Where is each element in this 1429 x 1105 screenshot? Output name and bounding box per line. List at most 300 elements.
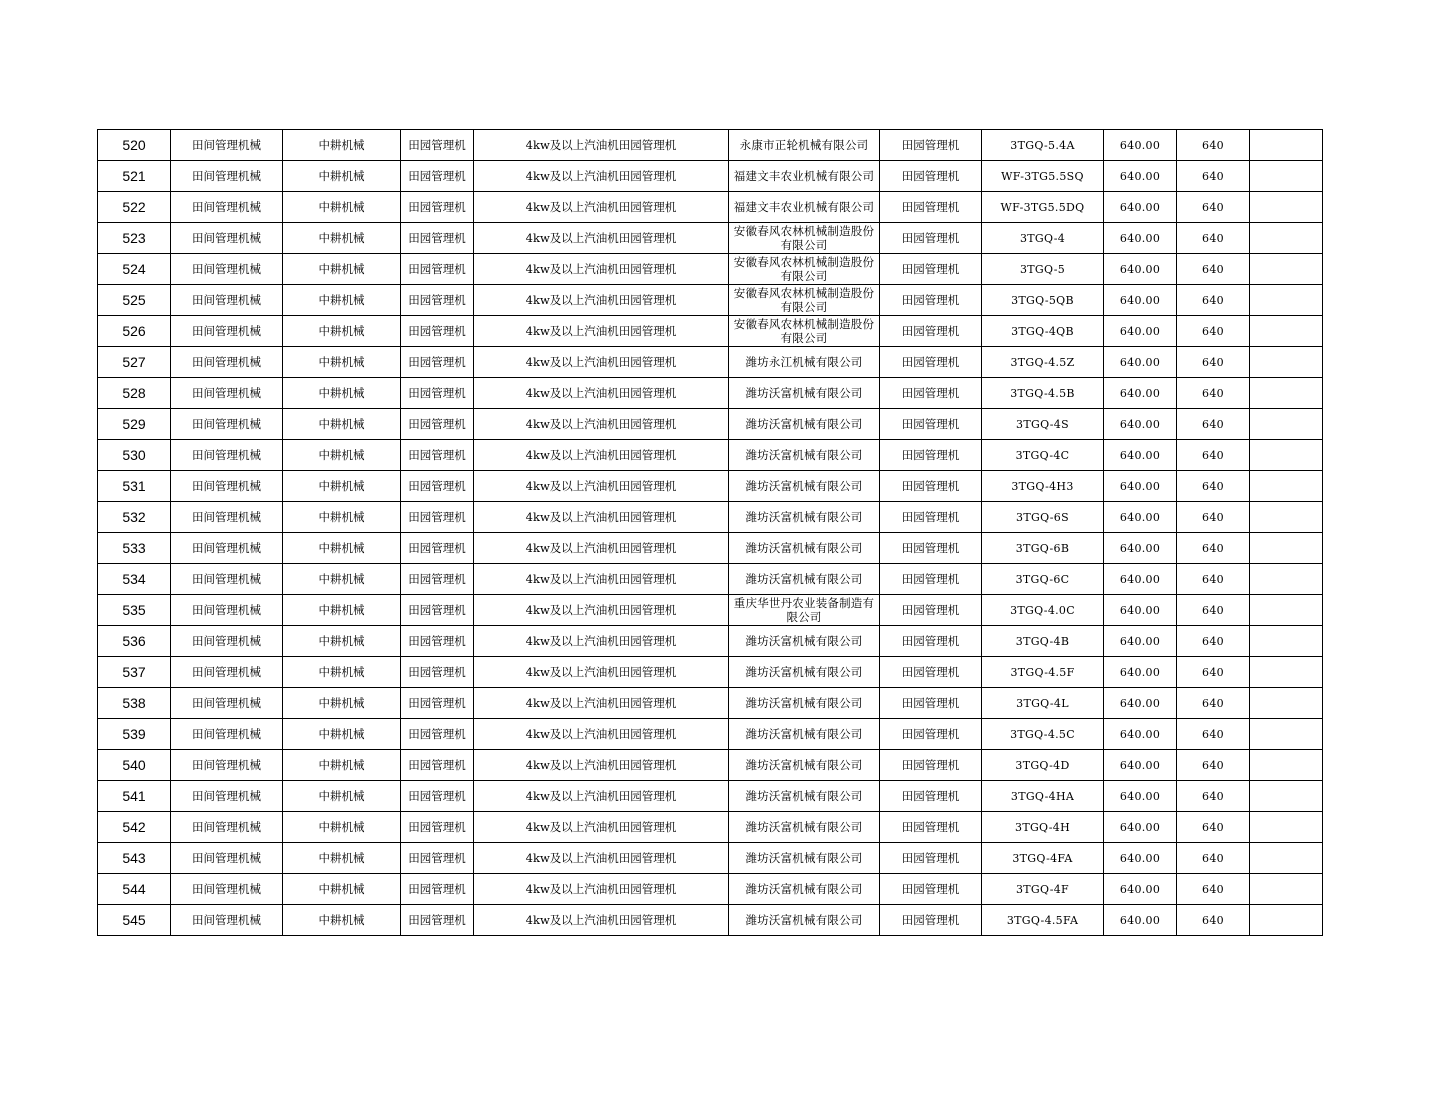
category-cell: 田间管理机械 xyxy=(171,812,283,843)
subsidy-cell: 640.00 xyxy=(1104,316,1177,347)
subcategory-cell: 中耕机械 xyxy=(283,657,401,688)
subcategory-cell: 中耕机械 xyxy=(283,254,401,285)
manufacturer-cell: 福建文丰农业机械有限公司 xyxy=(729,192,880,223)
table-row xyxy=(98,254,1323,285)
subcategory-cell: 中耕机械 xyxy=(283,843,401,874)
amount-cell: 640 xyxy=(1177,223,1250,254)
note-cell xyxy=(1250,440,1323,471)
model-cell: 3TGQ-4.5B xyxy=(982,378,1104,409)
model-cell: 3TGQ-5 xyxy=(982,254,1104,285)
item-cell: 田园管理机 xyxy=(401,378,474,409)
subsidy-cell: 640.00 xyxy=(1104,688,1177,719)
product-name-cell: 田园管理机 xyxy=(880,254,982,285)
amount-cell: 640 xyxy=(1177,843,1250,874)
item-cell: 田园管理机 xyxy=(401,316,474,347)
product-name-cell: 田园管理机 xyxy=(880,874,982,905)
manufacturer-cell: 潍坊沃富机械有限公司 xyxy=(729,874,880,905)
note-cell xyxy=(1250,905,1323,936)
grade-cell: 4kw及以上汽油机田园管理机 xyxy=(474,316,729,347)
manufacturer-cell: 安徽春风农林机械制造股份有限公司 xyxy=(729,316,880,347)
manufacturer-cell: 潍坊沃富机械有限公司 xyxy=(729,688,880,719)
note-cell xyxy=(1250,192,1323,223)
grade-cell: 4kw及以上汽油机田园管理机 xyxy=(474,223,729,254)
subcategory-cell: 中耕机械 xyxy=(283,192,401,223)
note-cell xyxy=(1250,719,1323,750)
grade-cell: 4kw及以上汽油机田园管理机 xyxy=(474,161,729,192)
category-cell: 田间管理机械 xyxy=(171,905,283,936)
table-row xyxy=(98,378,1323,409)
subcategory-cell: 中耕机械 xyxy=(283,812,401,843)
subsidy-cell: 640.00 xyxy=(1104,347,1177,378)
amount-cell: 640 xyxy=(1177,440,1250,471)
grade-cell: 4kw及以上汽油机田园管理机 xyxy=(474,812,729,843)
row-number-cell: 538 xyxy=(98,688,171,719)
subsidy-cell: 640.00 xyxy=(1104,254,1177,285)
subsidy-cell: 640.00 xyxy=(1104,192,1177,223)
product-name-cell: 田园管理机 xyxy=(880,316,982,347)
table-row xyxy=(98,471,1323,502)
amount-cell: 640 xyxy=(1177,812,1250,843)
row-number-cell: 534 xyxy=(98,564,171,595)
table-row xyxy=(98,130,1323,161)
model-cell: 3TGQ-4H xyxy=(982,812,1104,843)
subcategory-cell: 中耕机械 xyxy=(283,781,401,812)
note-cell xyxy=(1250,471,1323,502)
table-row xyxy=(98,750,1323,781)
product-name-cell: 田园管理机 xyxy=(880,564,982,595)
item-cell: 田园管理机 xyxy=(401,719,474,750)
category-cell: 田间管理机械 xyxy=(171,874,283,905)
category-cell: 田间管理机械 xyxy=(171,502,283,533)
amount-cell: 640 xyxy=(1177,130,1250,161)
note-cell xyxy=(1250,750,1323,781)
row-number-cell: 539 xyxy=(98,719,171,750)
grade-cell: 4kw及以上汽油机田园管理机 xyxy=(474,471,729,502)
row-number-cell: 537 xyxy=(98,657,171,688)
manufacturer-cell: 潍坊沃富机械有限公司 xyxy=(729,409,880,440)
item-cell: 田园管理机 xyxy=(401,161,474,192)
manufacturer-cell: 安徽春风农林机械制造股份有限公司 xyxy=(729,285,880,316)
manufacturer-cell: 安徽春风农林机械制造股份有限公司 xyxy=(729,223,880,254)
item-cell: 田园管理机 xyxy=(401,688,474,719)
category-cell: 田间管理机械 xyxy=(171,378,283,409)
category-cell: 田间管理机械 xyxy=(171,781,283,812)
note-cell xyxy=(1250,223,1323,254)
item-cell: 田园管理机 xyxy=(401,223,474,254)
subcategory-cell: 中耕机械 xyxy=(283,750,401,781)
grade-cell: 4kw及以上汽油机田园管理机 xyxy=(474,130,729,161)
item-cell: 田园管理机 xyxy=(401,409,474,440)
subcategory-cell: 中耕机械 xyxy=(283,874,401,905)
row-number-cell: 525 xyxy=(98,285,171,316)
item-cell: 田园管理机 xyxy=(401,595,474,626)
model-cell: 3TGQ-4D xyxy=(982,750,1104,781)
category-cell: 田间管理机械 xyxy=(171,285,283,316)
category-cell: 田间管理机械 xyxy=(171,316,283,347)
table-row xyxy=(98,657,1323,688)
amount-cell: 640 xyxy=(1177,750,1250,781)
grade-cell: 4kw及以上汽油机田园管理机 xyxy=(474,564,729,595)
subsidy-cell: 640.00 xyxy=(1104,626,1177,657)
model-cell: 3TGQ-6B xyxy=(982,533,1104,564)
model-cell: 3TGQ-4.0C xyxy=(982,595,1104,626)
grade-cell: 4kw及以上汽油机田园管理机 xyxy=(474,254,729,285)
category-cell: 田间管理机械 xyxy=(171,595,283,626)
grade-cell: 4kw及以上汽油机田园管理机 xyxy=(474,347,729,378)
grade-cell: 4kw及以上汽油机田园管理机 xyxy=(474,440,729,471)
product-name-cell: 田园管理机 xyxy=(880,192,982,223)
item-cell: 田园管理机 xyxy=(401,285,474,316)
model-cell: 3TGQ-5QB xyxy=(982,285,1104,316)
product-name-cell: 田园管理机 xyxy=(880,595,982,626)
product-name-cell: 田园管理机 xyxy=(880,440,982,471)
grade-cell: 4kw及以上汽油机田园管理机 xyxy=(474,750,729,781)
item-cell: 田园管理机 xyxy=(401,626,474,657)
note-cell xyxy=(1250,564,1323,595)
subsidy-cell: 640.00 xyxy=(1104,409,1177,440)
manufacturer-cell: 重庆华世丹农业装备制造有限公司 xyxy=(729,595,880,626)
grade-cell: 4kw及以上汽油机田园管理机 xyxy=(474,719,729,750)
subsidy-cell: 640.00 xyxy=(1104,533,1177,564)
row-number-cell: 535 xyxy=(98,595,171,626)
product-name-cell: 田园管理机 xyxy=(880,502,982,533)
model-cell: 3TGQ-4HA xyxy=(982,781,1104,812)
note-cell xyxy=(1250,781,1323,812)
manufacturer-cell: 潍坊沃富机械有限公司 xyxy=(729,812,880,843)
note-cell xyxy=(1250,626,1323,657)
grade-cell: 4kw及以上汽油机田园管理机 xyxy=(474,595,729,626)
amount-cell: 640 xyxy=(1177,378,1250,409)
manufacturer-cell: 安徽春风农林机械制造股份有限公司 xyxy=(729,254,880,285)
manufacturer-cell: 潍坊沃富机械有限公司 xyxy=(729,533,880,564)
product-name-cell: 田园管理机 xyxy=(880,409,982,440)
model-cell: 3TGQ-4FA xyxy=(982,843,1104,874)
manufacturer-cell: 潍坊沃富机械有限公司 xyxy=(729,781,880,812)
model-cell: 3TGQ-4H3 xyxy=(982,471,1104,502)
category-cell: 田间管理机械 xyxy=(171,440,283,471)
manufacturer-cell: 潍坊永江机械有限公司 xyxy=(729,347,880,378)
model-cell: 3TGQ-4F xyxy=(982,874,1104,905)
grade-cell: 4kw及以上汽油机田园管理机 xyxy=(474,781,729,812)
row-number-cell: 536 xyxy=(98,626,171,657)
subcategory-cell: 中耕机械 xyxy=(283,502,401,533)
grade-cell: 4kw及以上汽油机田园管理机 xyxy=(474,905,729,936)
product-name-cell: 田园管理机 xyxy=(880,626,982,657)
model-cell: WF-3TG5.5SQ xyxy=(982,161,1104,192)
manufacturer-cell: 潍坊沃富机械有限公司 xyxy=(729,905,880,936)
subcategory-cell: 中耕机械 xyxy=(283,905,401,936)
subsidy-cell: 640.00 xyxy=(1104,502,1177,533)
manufacturer-cell: 潍坊沃富机械有限公司 xyxy=(729,502,880,533)
amount-cell: 640 xyxy=(1177,564,1250,595)
category-cell: 田间管理机械 xyxy=(171,657,283,688)
item-cell: 田园管理机 xyxy=(401,130,474,161)
subcategory-cell: 中耕机械 xyxy=(283,378,401,409)
subcategory-cell: 中耕机械 xyxy=(283,161,401,192)
model-cell: 3TGQ-4L xyxy=(982,688,1104,719)
product-name-cell: 田园管理机 xyxy=(880,378,982,409)
grade-cell: 4kw及以上汽油机田园管理机 xyxy=(474,843,729,874)
subcategory-cell: 中耕机械 xyxy=(283,564,401,595)
model-cell: WF-3TG5.5DQ xyxy=(982,192,1104,223)
model-cell: 3TGQ-4.5C xyxy=(982,719,1104,750)
subcategory-cell: 中耕机械 xyxy=(283,316,401,347)
note-cell xyxy=(1250,316,1323,347)
note-cell xyxy=(1250,843,1323,874)
subsidy-cell: 640.00 xyxy=(1104,471,1177,502)
grade-cell: 4kw及以上汽油机田园管理机 xyxy=(474,192,729,223)
row-number-cell: 528 xyxy=(98,378,171,409)
table-row xyxy=(98,409,1323,440)
note-cell xyxy=(1250,688,1323,719)
model-cell: 3TGQ-4.5FA xyxy=(982,905,1104,936)
note-cell xyxy=(1250,409,1323,440)
item-cell: 田园管理机 xyxy=(401,843,474,874)
product-name-cell: 田园管理机 xyxy=(880,130,982,161)
category-cell: 田间管理机械 xyxy=(171,254,283,285)
category-cell: 田间管理机械 xyxy=(171,533,283,564)
row-number-cell: 520 xyxy=(98,130,171,161)
row-number-cell: 541 xyxy=(98,781,171,812)
table-body xyxy=(98,130,1323,936)
product-name-cell: 田园管理机 xyxy=(880,905,982,936)
note-cell xyxy=(1250,657,1323,688)
table-row xyxy=(98,223,1323,254)
grade-cell: 4kw及以上汽油机田园管理机 xyxy=(474,378,729,409)
amount-cell: 640 xyxy=(1177,874,1250,905)
table-row xyxy=(98,812,1323,843)
subsidy-cell: 640.00 xyxy=(1104,874,1177,905)
product-name-cell: 田园管理机 xyxy=(880,285,982,316)
subcategory-cell: 中耕机械 xyxy=(283,285,401,316)
note-cell xyxy=(1250,378,1323,409)
amount-cell: 640 xyxy=(1177,161,1250,192)
amount-cell: 640 xyxy=(1177,719,1250,750)
model-cell: 3TGQ-4B xyxy=(982,626,1104,657)
row-number-cell: 526 xyxy=(98,316,171,347)
item-cell: 田园管理机 xyxy=(401,874,474,905)
table-row xyxy=(98,688,1323,719)
item-cell: 田园管理机 xyxy=(401,781,474,812)
table-row xyxy=(98,533,1323,564)
subcategory-cell: 中耕机械 xyxy=(283,595,401,626)
amount-cell: 640 xyxy=(1177,316,1250,347)
manufacturer-cell: 潍坊沃富机械有限公司 xyxy=(729,719,880,750)
item-cell: 田园管理机 xyxy=(401,812,474,843)
table-row xyxy=(98,192,1323,223)
subsidy-cell: 640.00 xyxy=(1104,285,1177,316)
category-cell: 田间管理机械 xyxy=(171,471,283,502)
table-row xyxy=(98,719,1323,750)
subcategory-cell: 中耕机械 xyxy=(283,223,401,254)
amount-cell: 640 xyxy=(1177,688,1250,719)
category-cell: 田间管理机械 xyxy=(171,192,283,223)
manufacturer-cell: 永康市正轮机械有限公司 xyxy=(729,130,880,161)
product-name-cell: 田园管理机 xyxy=(880,223,982,254)
subcategory-cell: 中耕机械 xyxy=(283,626,401,657)
subsidy-cell: 640.00 xyxy=(1104,564,1177,595)
row-number-cell: 527 xyxy=(98,347,171,378)
item-cell: 田园管理机 xyxy=(401,657,474,688)
category-cell: 田间管理机械 xyxy=(171,161,283,192)
product-name-cell: 田园管理机 xyxy=(880,781,982,812)
table-row xyxy=(98,161,1323,192)
subsidy-cell: 640.00 xyxy=(1104,440,1177,471)
model-cell: 3TGQ-4C xyxy=(982,440,1104,471)
note-cell xyxy=(1250,812,1323,843)
item-cell: 田园管理机 xyxy=(401,254,474,285)
product-name-cell: 田园管理机 xyxy=(880,688,982,719)
note-cell xyxy=(1250,874,1323,905)
grade-cell: 4kw及以上汽油机田园管理机 xyxy=(474,533,729,564)
manufacturer-cell: 潍坊沃富机械有限公司 xyxy=(729,378,880,409)
table-row xyxy=(98,595,1323,626)
amount-cell: 640 xyxy=(1177,285,1250,316)
subcategory-cell: 中耕机械 xyxy=(283,130,401,161)
amount-cell: 640 xyxy=(1177,192,1250,223)
product-name-cell: 田园管理机 xyxy=(880,657,982,688)
amount-cell: 640 xyxy=(1177,595,1250,626)
table-row xyxy=(98,781,1323,812)
row-number-cell: 531 xyxy=(98,471,171,502)
model-cell: 3TGQ-6C xyxy=(982,564,1104,595)
amount-cell: 640 xyxy=(1177,409,1250,440)
model-cell: 3TGQ-4QB xyxy=(982,316,1104,347)
grade-cell: 4kw及以上汽油机田园管理机 xyxy=(474,657,729,688)
category-cell: 田间管理机械 xyxy=(171,130,283,161)
subcategory-cell: 中耕机械 xyxy=(283,440,401,471)
product-name-cell: 田园管理机 xyxy=(880,161,982,192)
subsidy-cell: 640.00 xyxy=(1104,378,1177,409)
manufacturer-cell: 潍坊沃富机械有限公司 xyxy=(729,471,880,502)
product-name-cell: 田园管理机 xyxy=(880,843,982,874)
category-cell: 田间管理机械 xyxy=(171,843,283,874)
subsidy-cell: 640.00 xyxy=(1104,657,1177,688)
category-cell: 田间管理机械 xyxy=(171,409,283,440)
item-cell: 田园管理机 xyxy=(401,533,474,564)
note-cell xyxy=(1250,130,1323,161)
row-number-cell: 524 xyxy=(98,254,171,285)
product-name-cell: 田园管理机 xyxy=(880,750,982,781)
subcategory-cell: 中耕机械 xyxy=(283,409,401,440)
subsidy-cell: 640.00 xyxy=(1104,595,1177,626)
category-cell: 田间管理机械 xyxy=(171,564,283,595)
table-row xyxy=(98,347,1323,378)
row-number-cell: 523 xyxy=(98,223,171,254)
table-row xyxy=(98,905,1323,936)
subsidy-cell: 640.00 xyxy=(1104,130,1177,161)
subsidy-table xyxy=(97,129,1323,936)
subsidy-cell: 640.00 xyxy=(1104,750,1177,781)
model-cell: 3TGQ-4.5Z xyxy=(982,347,1104,378)
subsidy-cell: 640.00 xyxy=(1104,719,1177,750)
model-cell: 3TGQ-6S xyxy=(982,502,1104,533)
note-cell xyxy=(1250,161,1323,192)
manufacturer-cell: 潍坊沃富机械有限公司 xyxy=(729,440,880,471)
amount-cell: 640 xyxy=(1177,471,1250,502)
row-number-cell: 544 xyxy=(98,874,171,905)
item-cell: 田园管理机 xyxy=(401,192,474,223)
amount-cell: 640 xyxy=(1177,905,1250,936)
manufacturer-cell: 潍坊沃富机械有限公司 xyxy=(729,626,880,657)
model-cell: 3TGQ-4 xyxy=(982,223,1104,254)
amount-cell: 640 xyxy=(1177,347,1250,378)
category-cell: 田间管理机械 xyxy=(171,688,283,719)
grade-cell: 4kw及以上汽油机田园管理机 xyxy=(474,626,729,657)
product-name-cell: 田园管理机 xyxy=(880,719,982,750)
row-number-cell: 529 xyxy=(98,409,171,440)
row-number-cell: 532 xyxy=(98,502,171,533)
category-cell: 田间管理机械 xyxy=(171,223,283,254)
item-cell: 田园管理机 xyxy=(401,440,474,471)
subcategory-cell: 中耕机械 xyxy=(283,719,401,750)
model-cell: 3TGQ-4S xyxy=(982,409,1104,440)
category-cell: 田间管理机械 xyxy=(171,347,283,378)
model-cell: 3TGQ-5.4A xyxy=(982,130,1104,161)
table-row xyxy=(98,626,1323,657)
row-number-cell: 545 xyxy=(98,905,171,936)
subcategory-cell: 中耕机械 xyxy=(283,533,401,564)
item-cell: 田园管理机 xyxy=(401,750,474,781)
grade-cell: 4kw及以上汽油机田园管理机 xyxy=(474,688,729,719)
manufacturer-cell: 潍坊沃富机械有限公司 xyxy=(729,657,880,688)
item-cell: 田园管理机 xyxy=(401,502,474,533)
subsidy-cell: 640.00 xyxy=(1104,223,1177,254)
grade-cell: 4kw及以上汽油机田园管理机 xyxy=(474,409,729,440)
amount-cell: 640 xyxy=(1177,781,1250,812)
category-cell: 田间管理机械 xyxy=(171,750,283,781)
subsidy-cell: 640.00 xyxy=(1104,812,1177,843)
product-name-cell: 田园管理机 xyxy=(880,533,982,564)
note-cell xyxy=(1250,254,1323,285)
note-cell xyxy=(1250,347,1323,378)
row-number-cell: 530 xyxy=(98,440,171,471)
product-name-cell: 田园管理机 xyxy=(880,347,982,378)
grade-cell: 4kw及以上汽油机田园管理机 xyxy=(474,502,729,533)
row-number-cell: 543 xyxy=(98,843,171,874)
category-cell: 田间管理机械 xyxy=(171,626,283,657)
subcategory-cell: 中耕机械 xyxy=(283,688,401,719)
note-cell xyxy=(1250,595,1323,626)
table-row xyxy=(98,316,1323,347)
product-name-cell: 田园管理机 xyxy=(880,812,982,843)
item-cell: 田园管理机 xyxy=(401,471,474,502)
row-number-cell: 542 xyxy=(98,812,171,843)
amount-cell: 640 xyxy=(1177,533,1250,564)
row-number-cell: 540 xyxy=(98,750,171,781)
table-row xyxy=(98,874,1323,905)
note-cell xyxy=(1250,285,1323,316)
amount-cell: 640 xyxy=(1177,502,1250,533)
subcategory-cell: 中耕机械 xyxy=(283,471,401,502)
subcategory-cell: 中耕机械 xyxy=(283,347,401,378)
subsidy-cell: 640.00 xyxy=(1104,905,1177,936)
table-row xyxy=(98,502,1323,533)
item-cell: 田园管理机 xyxy=(401,347,474,378)
grade-cell: 4kw及以上汽油机田园管理机 xyxy=(474,285,729,316)
item-cell: 田园管理机 xyxy=(401,905,474,936)
table-row xyxy=(98,564,1323,595)
manufacturer-cell: 潍坊沃富机械有限公司 xyxy=(729,843,880,874)
note-cell xyxy=(1250,502,1323,533)
amount-cell: 640 xyxy=(1177,254,1250,285)
table-row xyxy=(98,285,1323,316)
table-row xyxy=(98,843,1323,874)
subsidy-cell: 640.00 xyxy=(1104,843,1177,874)
item-cell: 田园管理机 xyxy=(401,564,474,595)
table-row xyxy=(98,440,1323,471)
amount-cell: 640 xyxy=(1177,626,1250,657)
